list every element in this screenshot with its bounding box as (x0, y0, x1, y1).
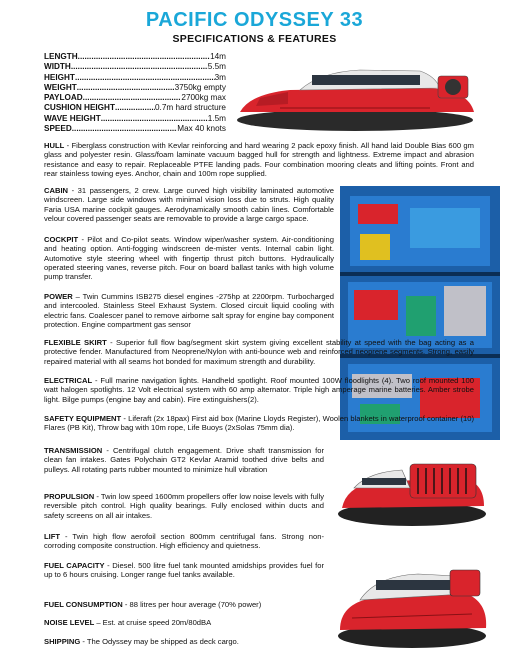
section-electrical: ELECTRICAL - Full marine navigation lights. Handheld spotlight. Roof mounted 100W floodlights (4). Two roof mounted 100 watt halogen spotlights. 12 Volt electrical system with 60 amp alternator. Triple high amperage marine batteries. Amber strobe light. Bilge pumps (engine bay and cabin). Fire extinguishers(2). (44, 376, 474, 404)
section-shipping: SHIPPING - The Odyssey may be shipped as deck cargo. (44, 637, 239, 646)
section-fuel-consumption: FUEL CONSUMPTION - 88 litres per hour average (70% power) (44, 600, 262, 609)
section-safety-equipment: SAFETY EQUIPMENT - Liferaft (2x 18pax) First aid box (Marine Lloyds Register), Woolen blankets in waterproof container (10) Flares (PB Kit), Throw bag with 10m rope, Life Buoys (2xSolas 75mm dia). (44, 414, 474, 433)
section-transmission: TRANSMISSION - Centrifugal clutch engagement. Drive shaft transmission for clean fan intakes. Gates Polychain GT2 Kevlar Aramid toothed drive belts and pulleys. All rotating parts rubber mounted to minimize hull vibration (44, 446, 324, 474)
page-subtitle: SPECIFICATIONS & FEATURES (172, 33, 337, 45)
spec-list (44, 52, 226, 134)
spec-weight: WEIGHT ..... 3750kg empty (44, 83, 226, 93)
section-power: POWER – Twin Cummins ISB275 diesel engines -275hp at 2200rpm. Turbocharged and intercooled. Stainless Steel Exhaust System. Closed circuit liquid cooling with electric fans. Coalescer panel to remove airborne salt spray for engine bay component protection. Engine compartment gas sensor (44, 292, 334, 329)
section-cabin: CABIN - 31 passengers, 2 crew. Large curved high visibility laminated automotive windscreen. Large side windows with minimal vision loss due to struts. High quality Faria USA marine cockpit gauges. Aerodynamically smooth cabin lines. Comfortable velour covered passenger seats are removable to provide a large cargo space. (44, 186, 334, 223)
section-propulsion: PROPULSION - Twin low speed 1600mm propellers offer low noise levels with fully reversible pitch control. High quality bearings. Fully enclosed within ducts and safety screens on all air intakes. (44, 492, 324, 520)
section-lift: LIFT - Twin high flow aerofoil section 800mm centrifugal fans. Strong non-corroding composite construction. High efficiency and quietness. (44, 532, 324, 551)
spec-speed: SPEED ..... Max 40 knots (44, 124, 226, 134)
page-title: PACIFIC ODYSSEY 33 (145, 9, 364, 31)
spec-height: HEIGHT ..... 3m (44, 73, 226, 83)
section-fuel-capacity: FUEL CAPACITY - Diesel. 500 litre fuel tank mounted amidships provides fuel for up to 6 hours cruising. Longer range fuel tanks available. (44, 561, 324, 580)
hovercraft-side-drawing (230, 54, 480, 136)
hovercraft-front-drawing (332, 556, 492, 652)
section-cockpit: COCKPIT - Pilot and Co-pilot seats. Window wiper/washer system. Air-conditioning and heating option. Anti-fogging windscreen de-mister vents. Internal cabin light. Automotive style steering wheel with fingertip thrust pitch buttons. Hydraulically operated steering vanes, reverse pitch. Four on board ballast tanks with high volume pump transfer. (44, 235, 334, 282)
section-flexible-skirt: FLEXIBLE SKIRT - Superior full flow bag/segment skirt system giving excellent stability at speed with the bag acting as a protective fender. Manufactured from Neoprene/Nylon with anti-bounce web and reinforced neoprene segments. Strong, easily repaired material with all seams hot bonded for maximum strength and durability. (44, 338, 474, 366)
section-hull: HULL - Fiberglass construction with Kevlar reinforcing and hard wearing 2 pack epoxy finish. All hand laid Double Bias 600 gm glass and polyester resin. Glass/foam laminate vacuum bagged hull for strength and lightness. Extreme impact and abrasion resistance and easy to repair. Replaceable PTFE landing pads. Four combination mooring cleats and lifting points. Front and rear stainless towing eyes. Anchor, chain and 100m rope supplied. (44, 141, 474, 178)
hovercraft-side-image (230, 54, 480, 136)
spec-wave-height: WAVE HEIGHT ..... 1.5m (44, 114, 226, 124)
hovercraft-rear-image (332, 448, 492, 530)
spec-payload: PAYLOAD ..... 2700kg max (44, 93, 226, 103)
spec-width: WIDTH ..... 5.5m (44, 62, 226, 72)
spec-cushion-height: CUSHION HEIGHT ..... 0.7m hard structure (44, 103, 226, 113)
hovercraft-rear-drawing (332, 448, 492, 530)
section-noise-level: NOISE LEVEL – Est. at cruise speed 20m/80dBA (44, 618, 212, 627)
spec-length: LENGTH ..... 14m (44, 52, 226, 62)
hovercraft-front-image (332, 556, 492, 652)
